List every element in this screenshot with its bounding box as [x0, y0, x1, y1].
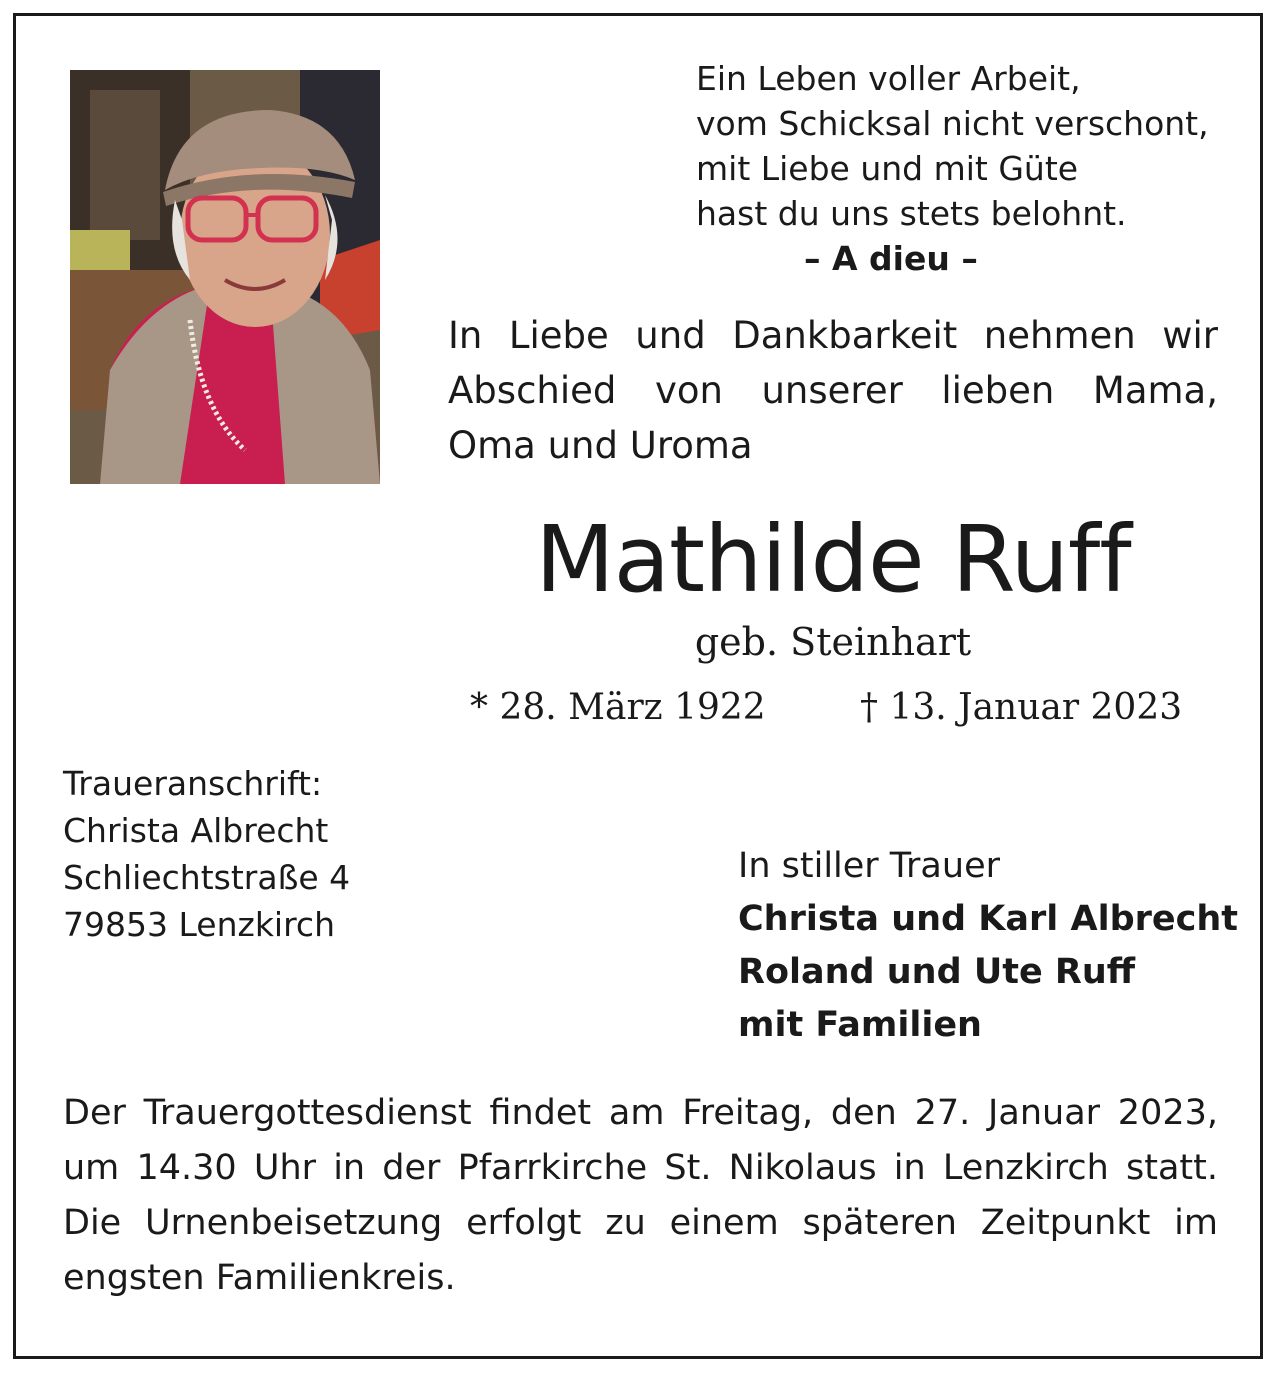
poem-line: Ein Leben voller Arbeit, — [696, 59, 1081, 98]
mourners-heading: In stiller Trauer — [738, 846, 1000, 886]
intro-line: In Liebe und Dankbarkeit nehmen wir — [448, 314, 1218, 357]
mourning-address — [63, 760, 463, 948]
poem — [696, 56, 1236, 281]
service-line: um 14.30 Uhr in der Pfarrkirche St. Nikolaus in Lenzkirch statt. — [63, 1148, 1218, 1188]
poem-line: mit Liebe und mit Güte — [696, 149, 1079, 188]
address-line: Christa Albrecht — [63, 811, 329, 850]
poem-line: hast du uns stets belohnt. — [696, 194, 1127, 233]
address-line: Traueranschrift: — [63, 764, 323, 803]
address-line: 79853 Lenzkirch — [63, 905, 335, 944]
birth-date: * 28. März 1922 — [470, 687, 766, 728]
mourner-name: Roland und Ute Ruff — [738, 952, 1136, 992]
deceased-name: Mathilde Ruff — [535, 506, 1131, 613]
intro-text — [448, 308, 1218, 473]
address-line: Schliechtstraße 4 — [63, 858, 351, 897]
poem-closing: – A dieu – — [804, 239, 978, 278]
intro-line: Oma und Uroma — [448, 424, 753, 467]
portrait-image — [70, 70, 380, 484]
maiden-name: geb. Steinhart — [694, 620, 972, 664]
poem-line: vom Schicksal nicht verschont, — [696, 104, 1209, 143]
death-date: † 13. Januar 2023 — [860, 687, 1183, 728]
service-line: Der Trauergottesdienst findet am Freitag, den 27. Januar 2023, — [63, 1093, 1218, 1133]
mourner-name: Christa und Karl Albrecht — [738, 899, 1239, 939]
mourners — [738, 840, 1238, 1052]
service-line: Die Urnenbeisetzung erfolgt zu einem späteren Zeitpunkt im — [63, 1203, 1218, 1243]
intro-line: Abschied von unserer lieben Mama, — [448, 369, 1218, 412]
mourner-name: mit Familien — [738, 1005, 982, 1045]
portrait-photo — [70, 70, 380, 484]
service-info — [63, 1086, 1218, 1306]
service-line: engsten Familienkreis. — [63, 1258, 456, 1298]
